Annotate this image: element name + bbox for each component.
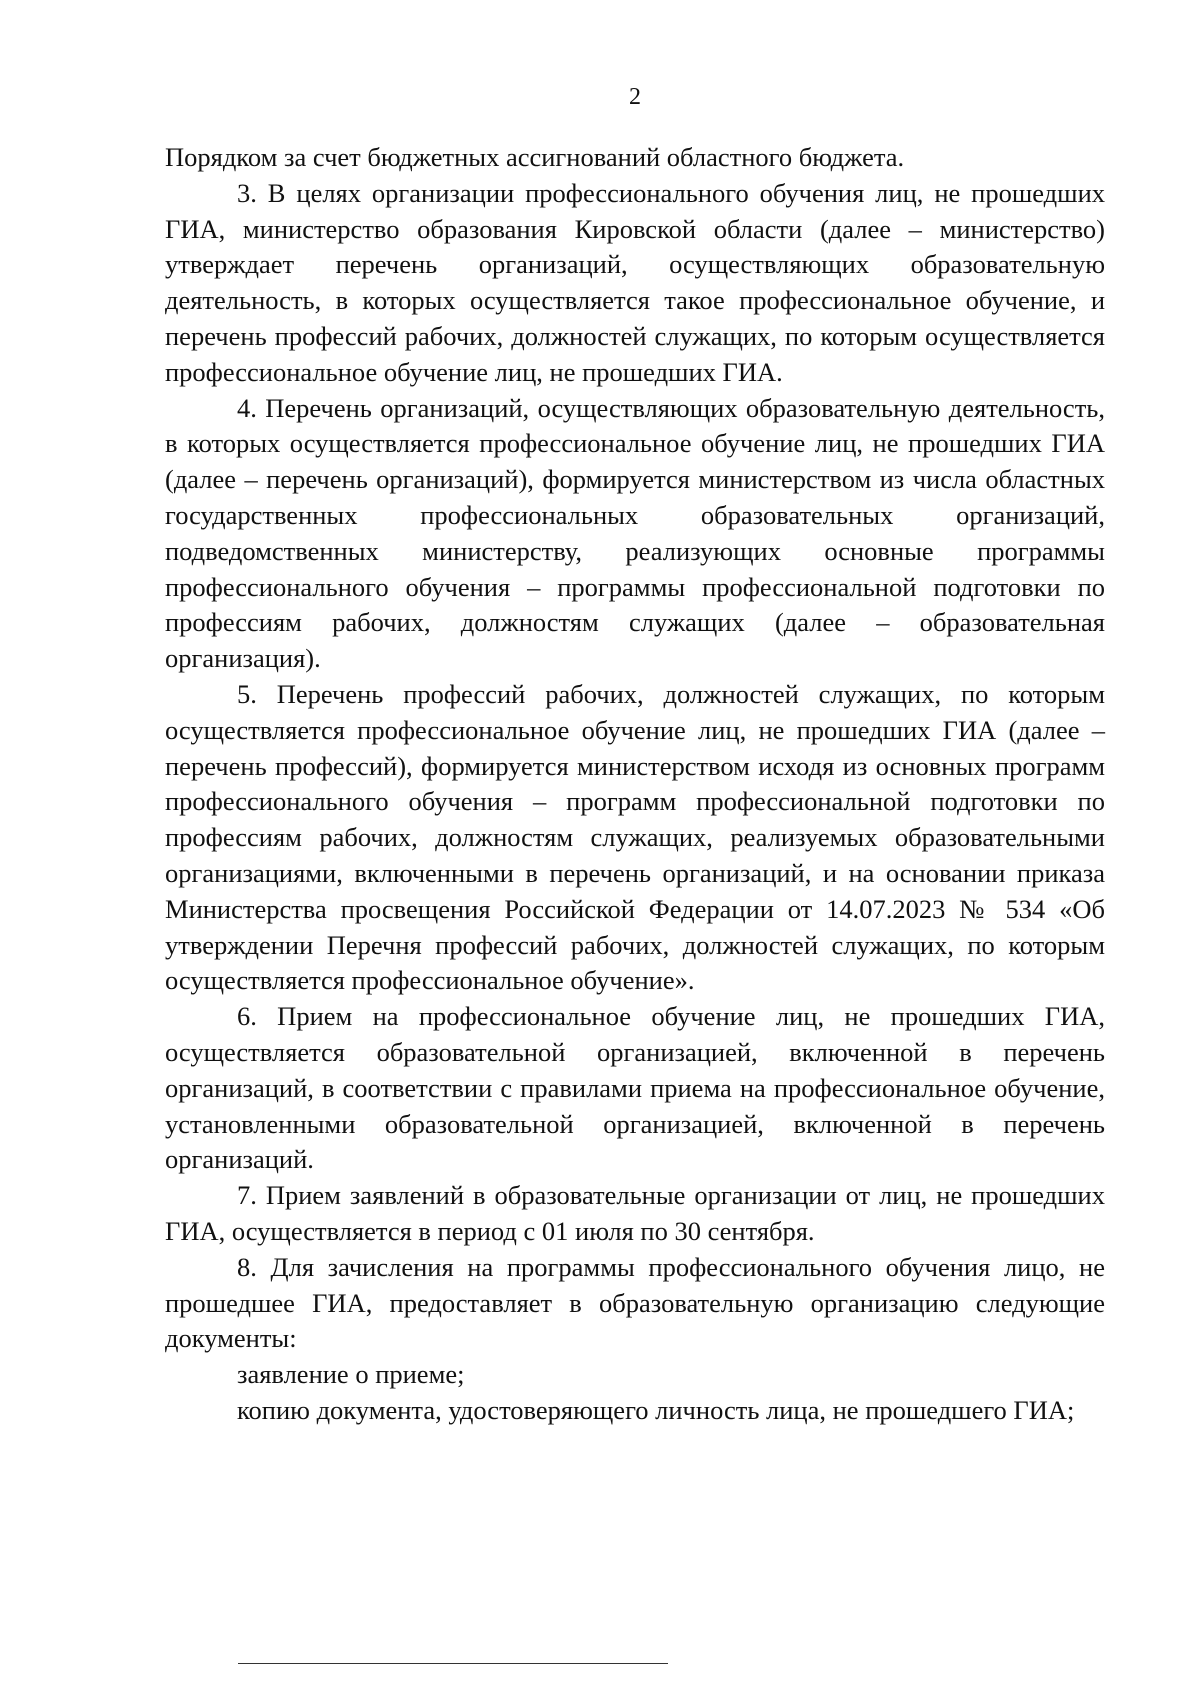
paragraph-item-7: 7. Прием заявлений в образовательные организации от лиц, не прошедших ГИА, осуществляется в период с 01 июля по 30 сентября. (165, 1180, 1105, 1246)
paragraph-item-8: 8. Для зачисления на программы профессионального обучения лицо, не прошедшее ГИА, предоставляет в образовательную организацию следующие документы: (165, 1251, 1105, 1354)
paragraph-item-6: 6. Прием на профессиональное обучение лиц, не прошедших ГИА, осуществляется образовательной организацией, включенной в перечень организаций, в соответствии с правилами приема на профессиональное обучение, установленными образовательной организацией, включенной в перечень организаций. (165, 1001, 1105, 1175)
document-body (165, 140, 1105, 1429)
list-item-application: заявление о приеме; (237, 1359, 465, 1390)
bottom-rule (238, 1663, 668, 1664)
paragraph-item-5: 5. Перечень профессий рабочих, должностей служащих, по которым осуществляется профессиональное обучение лиц, не прошедших ГИА (далее – перечень профессий), формируется министерством исходя из основных программ профессионального обучения – программ профессиональной подготовки по профессиям рабочих, должностям служащих, реализуемых образовательными организациями, включенными в перечень организаций, и на основании приказа Министерства просвещения Российской Федерации от 14.07.2023 № 534 «Об утверждении Перечня профессий рабочих, должностей служащих, по которым осуществляется профессиональное обучение». (165, 678, 1105, 996)
paragraph-continuation: Порядком за счет бюджетных ассигнований областного бюджета. (165, 142, 905, 172)
list-item-identity-copy: копию документа, удостоверяющего личность лица, не прошедшего ГИА; (237, 1394, 1075, 1425)
paragraph-item-3: 3. В целях организации профессионального обучения лиц, не прошедших ГИА, министерство образования Кировской области (далее – министерство) утверждает перечень организаций, осуществляющих образовательную деятельность, в которых осуществляется такое профессиональное обучение, и перечень профессий рабочих, должностей служащих, по которым осуществляется профессиональное обучение лиц, не прошедших ГИА. (165, 177, 1105, 387)
paragraph-item-4: 4. Перечень организаций, осуществляющих образовательную деятельность, в которых осуществляется профессиональное обучение лиц, не прошедших ГИА (далее – перечень организаций), формируется министерством из числа областных государственных профессиональных образовательных организаций, подведомственных министерству, реализующих основные программы профессионального обучения – программы профессиональной подготовки по профессиям рабочих, должностям служащих (далее – образовательная организация). (165, 392, 1105, 674)
page-number: 2 (629, 84, 641, 110)
